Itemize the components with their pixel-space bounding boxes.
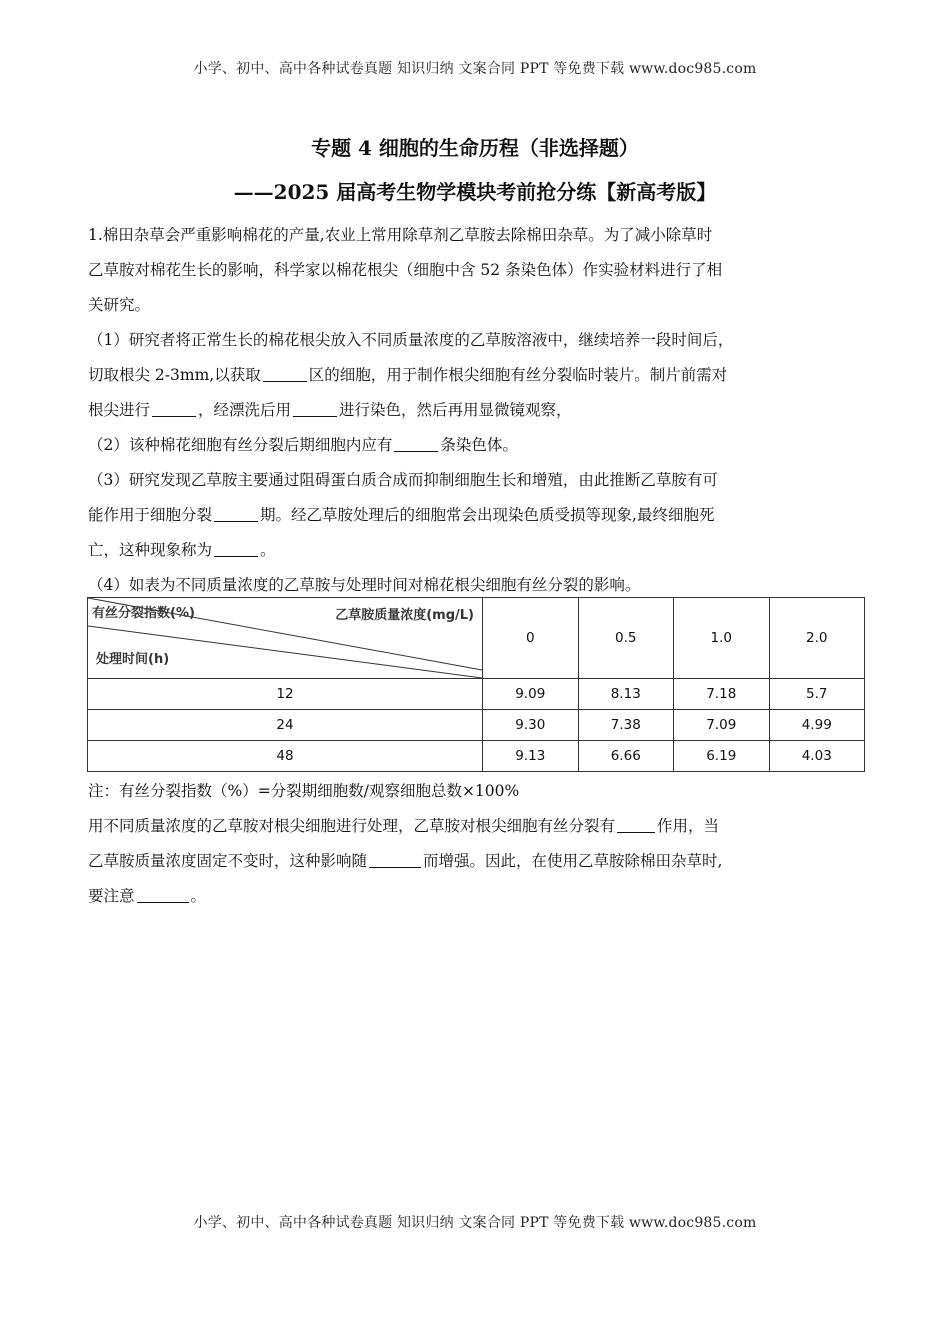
concentration-header: 0.5 [578,598,674,679]
concentration-header: 0 [483,598,579,679]
text: 能作用于细胞分裂 [88,506,213,524]
concentration-label: 乙草胺质量浓度(mg/L) [335,608,474,623]
value-cell: 6.66 [578,741,674,772]
value-cell: 7.09 [674,710,770,741]
question-body [88,218,888,603]
answer-blank[interactable] [263,363,307,382]
text: 条染色体。 [440,436,518,454]
text: 区的细胞，用于制作根尖细胞有丝分裂临时装片。制片前需对 [308,366,728,384]
page-footer: 小学、初中、高中各种试卷真题 知识归纳 文案合同 PPT 等免费下载 www.doc985.com [193,1215,757,1231]
text: 。 [190,887,207,905]
time-cell: 24 [88,710,483,741]
answer-blank[interactable] [137,884,189,903]
stem-line: 关研究。 [88,296,151,314]
value-cell: 8.13 [578,679,674,710]
data-table [87,597,865,772]
table-row [88,679,865,710]
concentration-header: 1.0 [674,598,770,679]
page-title: 专题 4 细胞的生命历程（非选择题） [311,136,639,160]
value-cell: 7.18 [674,679,770,710]
answer-blank[interactable] [152,398,196,417]
diagonal-header-cell [88,598,483,679]
part1-line: （1）研究者将正常生长的棉花根尖放入不同质量浓度的乙草胺溶液中，继续培养一段时间后， [88,331,734,349]
text: 进行染色，然后再用显微镜观察， [339,401,572,419]
follow-up-line [88,879,888,914]
answer-blank[interactable] [394,433,438,452]
table-note: 注：有丝分裂指数（%）=分裂期细胞数/观察细胞总数×100% [88,782,520,800]
index-label: 有丝分裂指数(%) [92,606,195,621]
stem-line: 1.棉田杂草会严重影响棉花的产量,农业上常用除草剂乙草胺去除棉田杂草。为了减小除草时 [88,226,713,244]
stem-line: 乙草胺对棉花生长的影响，科学家以棉花根尖（细胞中含 52 条染色体）作实验材料进行了相 [88,261,723,279]
value-cell: 9.30 [483,710,579,741]
part3-line [88,498,888,533]
text: 切取根尖 2-3mm,以获取 [88,366,261,384]
text: 亡，这种现象称为 [88,541,213,559]
answer-blank[interactable] [214,538,258,557]
text: 而增强。因此，在使用乙草胺除棉田杂草时, [423,852,723,870]
concentration-header: 2.0 [769,598,865,679]
page-header: 小学、初中、高中各种试卷真题 知识归纳 文案合同 PPT 等免费下载 www.doc985.com [193,61,757,77]
text: 根尖进行 [88,401,151,419]
text: ，经漂洗后用 [198,401,292,419]
value-cell: 4.03 [769,741,865,772]
text: 期。经乙草胺处理后的细胞常会出现染色质受损等现象,最终细胞死 [260,506,715,524]
value-cell: 7.38 [578,710,674,741]
answer-blank[interactable] [369,849,421,868]
value-cell: 5.7 [769,679,865,710]
table-row [88,710,865,741]
part3-line [88,533,888,568]
answer-blank[interactable] [617,814,655,833]
value-cell: 9.13 [483,741,579,772]
time-cell: 12 [88,679,483,710]
text: 。 [260,541,276,559]
value-cell: 9.09 [483,679,579,710]
answer-blank[interactable] [293,398,337,417]
time-cell: 48 [88,741,483,772]
follow-up-line [88,809,888,844]
part1-line [88,393,888,428]
part1-line [88,358,888,393]
text: 要注意 [88,887,135,905]
follow-up-line [88,844,888,879]
value-cell: 6.19 [674,741,770,772]
answer-blank[interactable] [214,503,258,522]
table-header-row [88,598,865,679]
after-table-text [88,774,888,914]
text: 乙草胺质量浓度固定不变时，这种影响随 [88,852,368,870]
text: 用不同质量浓度的乙草胺对根尖细胞进行处理，乙草胺对根尖细胞有丝分裂有 [88,817,616,835]
text: （2）该种棉花细胞有丝分裂后期细胞内应有 [88,436,393,454]
part4-line: （4）如表为不同质量浓度的乙草胺与处理时间对棉花根尖细胞有丝分裂的影响。 [88,576,641,594]
part3-line: （3）研究发现乙草胺主要通过阻碍蛋白质合成而抑制细胞生长和增殖，由此推断乙草胺有可 [88,471,718,489]
page-subtitle: ——2025 届高考生物学模块考前抢分练【新高考版】 [233,180,717,204]
part2-line [88,428,888,463]
text: 作用，当 [657,817,720,835]
time-label: 处理时间(h) [96,652,170,667]
table-row [88,741,865,772]
value-cell: 4.99 [769,710,865,741]
